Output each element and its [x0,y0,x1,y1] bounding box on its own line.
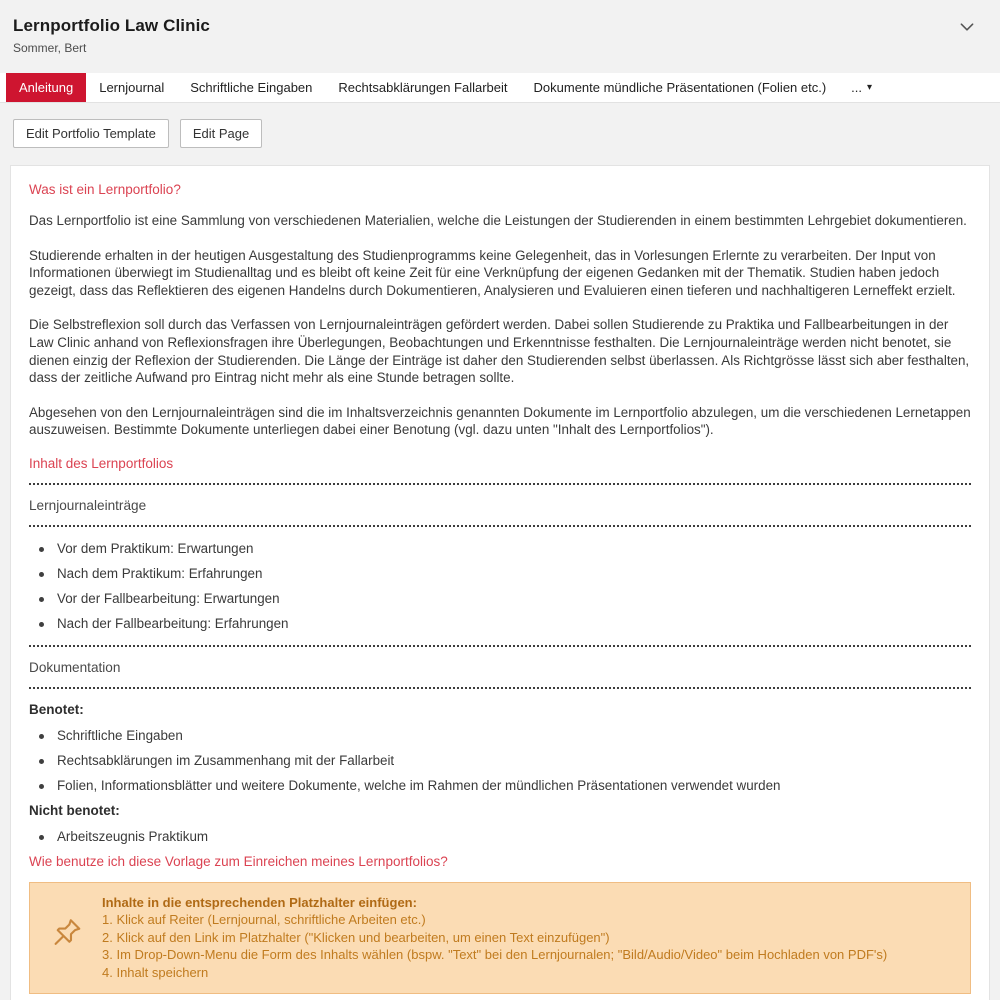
tab-dokumente-praesentationen[interactable]: Dokumente mündliche Präsentationen (Folien etc.) [533,80,827,95]
list-item: Nach der Fallbearbeitung: Erfahrungen [29,615,971,633]
page-title: Lernportfolio Law Clinic [13,16,210,35]
dotted-divider [29,525,971,527]
content-panel [10,165,990,1000]
nicht-benotet-list [29,828,971,846]
note-step-3: 3. Im Drop-Down-Menu die Form des Inhalts wählen (bspw. "Text" bei den Lernjournalen; "Bild/Audio/Video" beim Hochladen von PDF's) [102,947,888,963]
page-author: Sommer, Bert [13,41,87,55]
page-header [0,0,1000,63]
pushpin-icon [44,916,84,961]
tab-bar [0,73,1000,103]
heading-inhalt-des-lernportfolios: Inhalt des Lernportfolios [29,455,174,471]
paragraph-studienprogramm: Studierende erhalten in der heutigen Ausgestaltung des Studienprogramms keine Gelegenheit, das in Vorlesungen Erlernte zu verarbeiten. Der Input von Informationen überwiegt im Studienalltag und es bleibt oft keine Zeit für eine Verknüpfung der eigenen Gedanken mit der Thematik. Studien haben jedoch gezeigt, dass das Reflektieren des eigenen Handelns durch Dokumentieren, Analysieren und Evaluieren einen tieferen und nachhaltigeren Lerneffekt erzielt. [29,247,956,298]
tabs-more-label: ... [851,80,863,95]
dotted-divider [29,645,971,647]
list-item: Vor der Fallbearbeitung: Erwartungen [29,590,971,608]
list-item: Folien, Informationsblätter und weitere Dokumente, welche im Rahmen der mündlichen Präsentationen verwendet wurden [29,777,971,795]
page-toolbar [0,103,1000,148]
edit-page-button[interactable]: Edit Page [180,119,262,148]
label-nicht-benotet: Nicht benotet: [29,802,120,818]
heading-wie-benutze-ich-diese-vorlage: Wie benutze ich diese Vorlage zum Einreichen meines Lernportfolios? [29,853,448,869]
paragraph-inhaltsverzeichnis: Abgesehen von den Lernjournaleinträgen sind die im Inhaltsverzeichnis genannten Dokumente im Lernportfolio abzulegen, um die verschiedenen Lernetappen auszuweisen. Bestimmte Dokumente unterliegen dabei einer Benotung (vgl. dazu unten "Inhalt des Lernportfolios"). [29,404,971,438]
paragraph-selbstreflexion: Die Selbstreflexion soll durch das Verfassen von Lernjournaleinträgen gefördert werden. Dabei sollen Studierende zu Praktika und Fallbearbeitungen in der Law Clinic anhand von Reflexionsfragen ihre Überlegungen, Beobachtungen und Erkenntnisse festhalten. Die Lernjournaleinträge werden nicht benotet, sie dienen einzig der Reflexion der Studierenden. Die Länge der Einträge ist daher den Studierenden selbst überlassen. Als Richtgrösse lässt sich aber festhalten, dass der zeitliche Aufwand pro Eintrag nicht mehr als eine Stunde betragen sollte. [29,317,970,386]
edit-portfolio-template-button[interactable]: Edit Portfolio Template [13,119,169,148]
list-item: Nach dem Praktikum: Erfahrungen [29,565,971,583]
label-benotet: Benotet: [29,701,84,717]
tab-rechtsabklaerungen[interactable]: Rechtsabklärungen Fallarbeit [338,80,508,95]
dotted-divider [29,483,971,485]
section-title-lernjournaleintraege: Lernjournaleinträge [29,497,147,513]
lernjournal-list [29,540,971,633]
chevron-down-icon[interactable] [958,18,976,36]
note-step-4: 4. Inhalt speichern [102,964,209,980]
list-item: Arbeitszeugnis Praktikum [29,828,971,846]
tab-anleitung[interactable]: Anleitung [6,73,86,102]
paragraph-definition: Das Lernportfolio ist eine Sammlung von verschiedenen Materialien, welche die Leistungen der Studierenden in einem bestimmten Lehrgebiet dokumentieren. [29,213,967,228]
tab-lernjournal[interactable]: Lernjournal [99,80,165,95]
note-step-1: 1. Klick auf Reiter (Lernjournal, schriftliche Arbeiten etc.) [102,912,426,928]
tabs-more-dropdown[interactable] [839,73,884,102]
list-item: Rechtsabklärungen im Zusammenhang mit der Fallarbeit [29,752,971,770]
tab-schriftliche-eingaben[interactable]: Schriftliche Eingaben [190,80,313,95]
list-item: Vor dem Praktikum: Erwartungen [29,540,971,558]
instruction-note-box [29,882,971,995]
list-item: Schriftliche Eingaben [29,727,971,745]
note-heading: Inhalte in die entsprechenden Platzhalter einfügen: [102,894,417,910]
section-title-dokumentation: Dokumentation [29,659,121,675]
benotet-list [29,727,971,795]
dotted-divider [29,687,971,689]
heading-was-ist-ein-lernportfolio: Was ist ein Lernportfolio? [29,182,181,197]
note-step-2: 2. Klick auf den Link im Platzhalter ("Klicken und bearbeiten, um einen Text einzufügen") [102,929,610,945]
caret-down-icon: ▾ [867,81,873,93]
